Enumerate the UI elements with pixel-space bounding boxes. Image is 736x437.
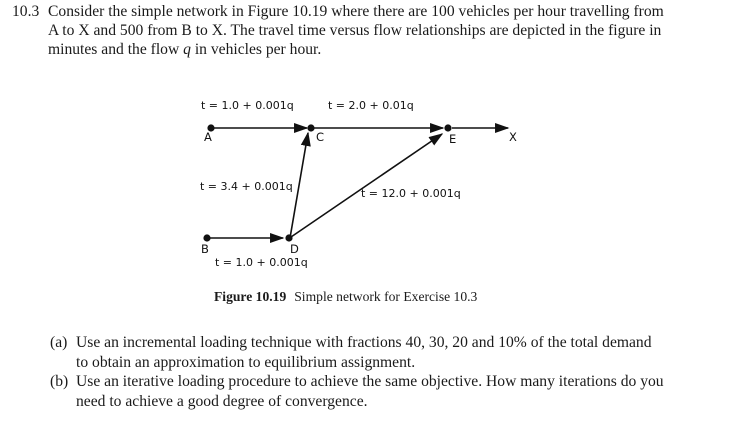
link-label-a-c: t = 1.0 + 0.001q: [201, 99, 294, 112]
flow-variable: q: [183, 41, 191, 58]
part-a-line-2: to obtain an approximation to equilibrium assignment.: [76, 353, 416, 371]
part-a-label: (a): [50, 334, 68, 351]
node-d: [285, 234, 292, 241]
link-label-d-c: t = 3.4 + 0.001q: [200, 180, 293, 193]
part-b-line-1: Use an iterative loading procedure to achieve the same objective. How many iterations do you: [76, 373, 664, 390]
node-c: [307, 124, 314, 131]
link-label-d-e: t = 12.0 + 0.001q: [361, 187, 461, 200]
problem-line-2: A to X and 500 from B to X. The travel time versus flow relationships are depicted in the figure in: [48, 22, 662, 39]
node-label-e: E: [449, 132, 457, 146]
part-a: [50, 333, 730, 372]
problem-text-line-1: Consider the simple network in Figure 10.19 where there are 100 vehicles per hour travelling from: [48, 3, 664, 20]
link-d-e: [291, 134, 442, 237]
problem-statement: [12, 2, 728, 59]
link-label-b-d: t = 1.0 + 0.001q: [215, 256, 308, 269]
problem-number: 10.3: [12, 3, 40, 20]
exercise-parts: [50, 333, 730, 411]
part-b-label: (b): [50, 373, 69, 390]
network-diagram: [195, 95, 535, 285]
node-label-x: X: [509, 130, 517, 144]
node-b: [203, 234, 210, 241]
problem-line-1: [12, 2, 728, 21]
node-label-b: B: [201, 242, 209, 256]
figure-caption: [214, 289, 477, 305]
node-label-a: A: [204, 130, 212, 144]
part-b: [50, 372, 730, 411]
node-label-d: D: [290, 242, 299, 256]
link-label-c-e: t = 2.0 + 0.01q: [328, 99, 414, 112]
part-a-line-1: Use an incremental loading technique with fractions 40, 30, 20 and 10% of the total demand: [76, 334, 652, 351]
node-label-c: C: [316, 130, 325, 144]
node-e: [444, 124, 451, 131]
figure-caption-number: Figure 10.19: [214, 289, 287, 304]
network-figure: [195, 95, 535, 285]
part-b-line-2: need to achieve a good degree of convergence.: [76, 392, 368, 410]
figure-caption-text: Simple network for Exercise 10.3: [294, 289, 478, 304]
problem-line-3: minutes and the flow q in vehicles per hour.: [48, 41, 322, 58]
